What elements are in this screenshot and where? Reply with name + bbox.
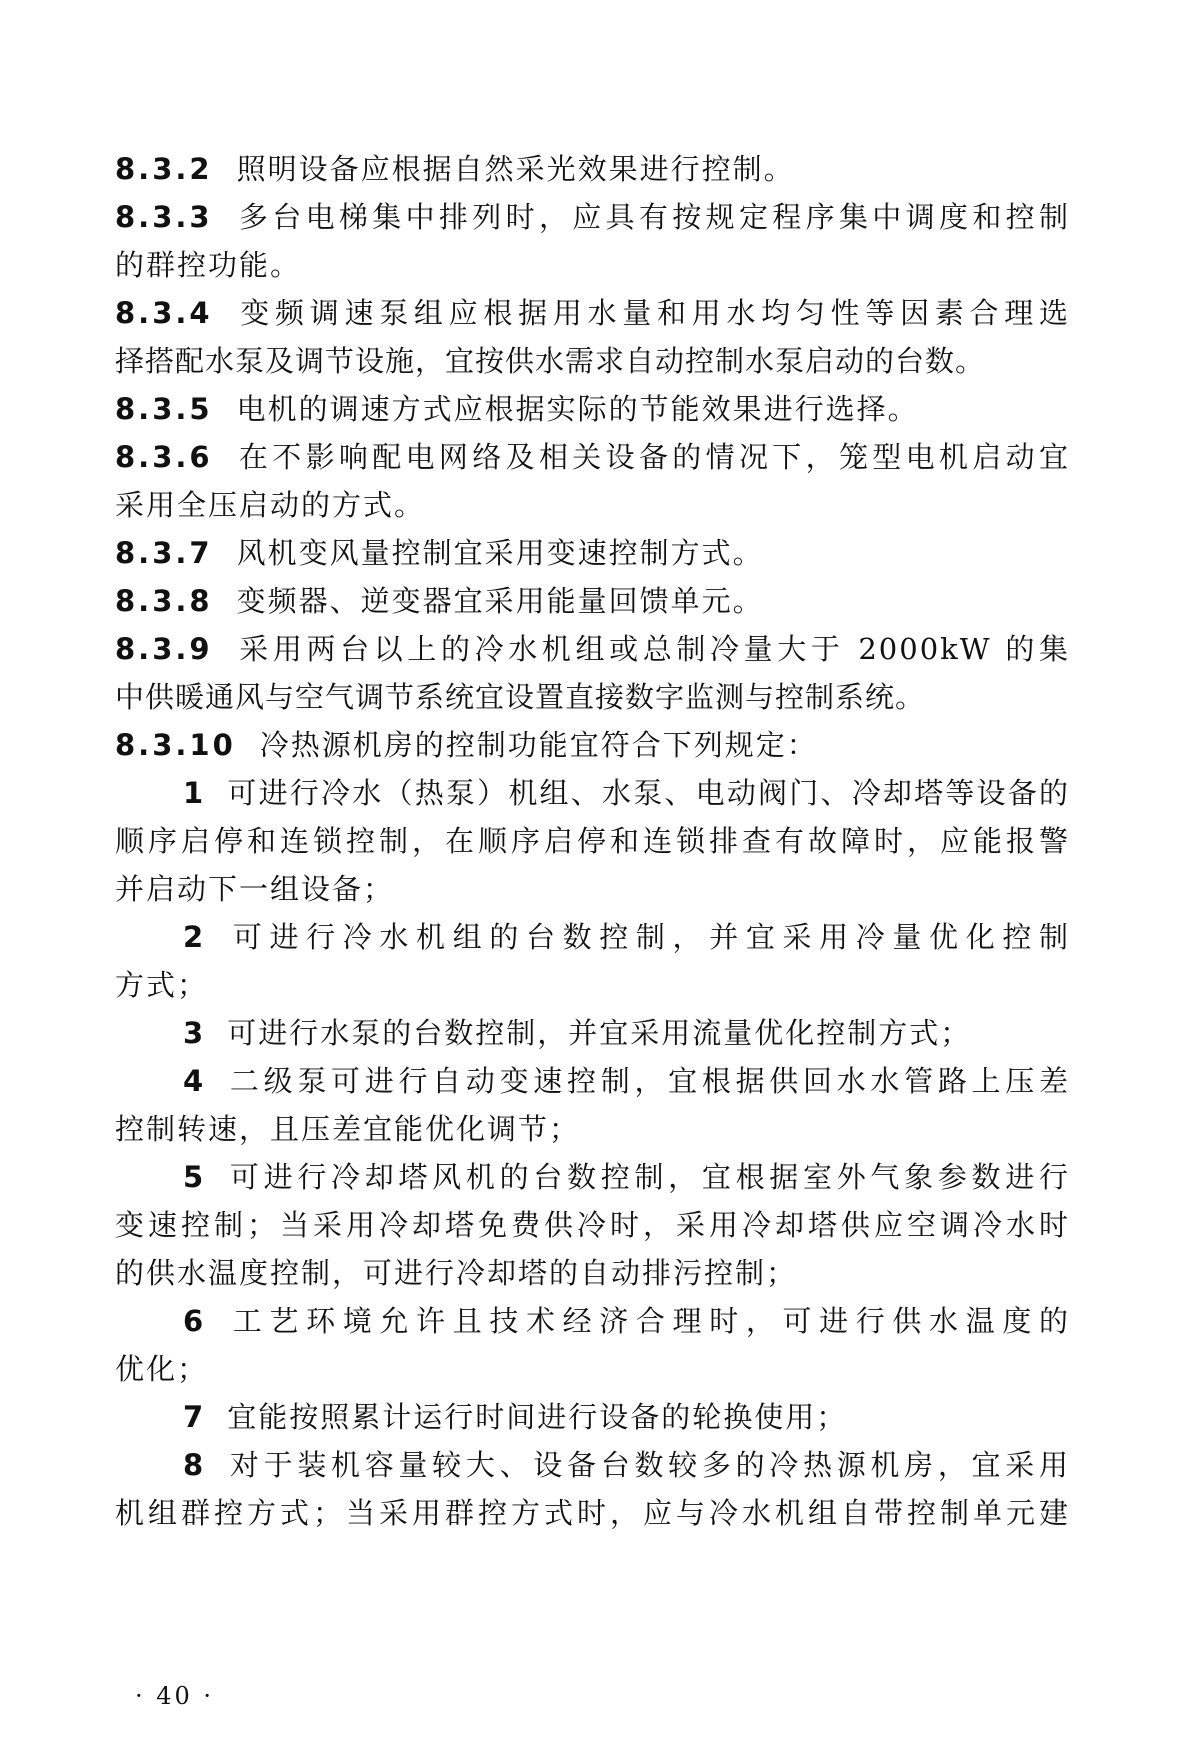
item-2-line-1: 2 可进行冷水机组的台数控制，并宜采用冷量优化控制 (183, 920, 1070, 954)
clause-8-3-3-line-2: 的群控功能。 (115, 248, 302, 282)
item-4-line-2: 控制转速，且压差宜能优化调节； (115, 1112, 581, 1146)
clause-8-3-8-line-1: 8.3.8 变频器、逆变器宜采用能量回馈单元。 (115, 584, 764, 618)
clause-8-3-6-line-2: 采用全压启动的方式。 (115, 488, 426, 522)
item-number: 6 (183, 1304, 206, 1338)
item-number: 4 (183, 1064, 206, 1098)
clause-number: 8.3.5 (115, 392, 213, 426)
item-number: 8 (183, 1448, 206, 1482)
clause-8-3-7-line-1: 8.3.7 风机变风量控制宜采用变速控制方式。 (115, 536, 764, 570)
item-1-line-2: 顺序启停和连锁控制，在顺序启停和连锁排查有故障时，应能报警 (115, 824, 1070, 858)
item-5-line-1: 5 可进行冷却塔风机的台数控制，宜根据室外气象参数进行 (183, 1160, 1070, 1194)
clause-8-3-2-line-1: 8.3.2 照明设备应根据自然采光效果进行控制。 (115, 152, 795, 186)
clause-8-3-9-line-2: 中供暖通风与空气调节系统宜设置直接数字监测与控制系统。 (115, 680, 926, 714)
clause-8-3-6-line-1: 8.3.6 在不影响配电网络及相关设备的情况下，笼型电机启动宜 (115, 440, 1070, 474)
item-4-line-1: 4 二级泵可进行自动变速控制，宜根据供回水水管路上压差 (183, 1064, 1070, 1098)
item-1-line-1: 1 可进行冷水（热泵）机组、水泵、电动阀门、冷却塔等设备的 (183, 776, 1070, 810)
item-number: 1 (183, 776, 206, 810)
clause-8-3-3-line-1: 8.3.3 多台电梯集中排列时，应具有按规定程序集中调度和控制 (115, 200, 1070, 234)
item-number: 2 (183, 920, 206, 954)
clause-number: 8.3.4 (115, 296, 213, 330)
clause-number: 8.3.6 (115, 440, 213, 474)
item-number: 3 (183, 1016, 206, 1050)
clause-8-3-4-line-1: 8.3.4 变频调速泵组应根据用水量和用水均匀性等因素合理选 (115, 296, 1070, 330)
item-1-line-3: 并启动下一组设备； (115, 872, 395, 906)
item-6-line-2: 优化； (115, 1352, 209, 1386)
item-8-line-2: 机组群控方式；当采用群控方式时，应与冷水机组自带控制单元建 (115, 1496, 1070, 1530)
item-8-line-1: 8 对于装机容量较大、设备台数较多的冷热源机房，宜采用 (183, 1448, 1070, 1482)
item-5-line-2: 变速控制；当采用冷却塔免费供冷时，采用冷却塔供应空调冷水时 (115, 1208, 1070, 1242)
item-number: 7 (183, 1400, 206, 1434)
clause-number: 8.3.7 (115, 536, 213, 570)
clause-number: 8.3.2 (115, 152, 213, 186)
item-3-line-1: 3 可进行水泵的台数控制，并宜采用流量优化控制方式； (183, 1016, 972, 1050)
item-number: 5 (183, 1160, 206, 1194)
clause-8-3-10-line-1: 8.3.10 冷热源机房的控制功能宜符合下列规定： (115, 728, 818, 762)
clause-8-3-4-line-2: 择搭配水泵及调节设施，宜按供水需求自动控制水泵启动的台数。 (115, 344, 986, 378)
clause-number: 8.3.3 (115, 200, 213, 234)
item-7-line-1: 7 宜能按照累计运行时间进行设备的轮换使用； (183, 1400, 848, 1434)
clause-number: 8.3.9 (115, 632, 213, 666)
item-2-line-2: 方式； (115, 968, 209, 1002)
clause-number: 8.3.8 (115, 584, 213, 618)
clause-8-3-5-line-1: 8.3.5 电机的调速方式应根据实际的节能效果进行选择。 (115, 392, 919, 426)
page-number: · 40 · (135, 1682, 215, 1710)
clause-number: 8.3.10 (115, 728, 236, 762)
clause-8-3-9-line-1: 8.3.9 采用两台以上的冷水机组或总制冷量大于 2000kW 的集 (115, 632, 1070, 666)
item-5-line-3: 的供水温度控制，可进行冷却塔的自动排污控制； (115, 1256, 798, 1290)
page-content (115, 145, 1070, 1537)
item-6-line-1: 6 工艺环境允许且技术经济合理时，可进行供水温度的 (183, 1304, 1070, 1338)
